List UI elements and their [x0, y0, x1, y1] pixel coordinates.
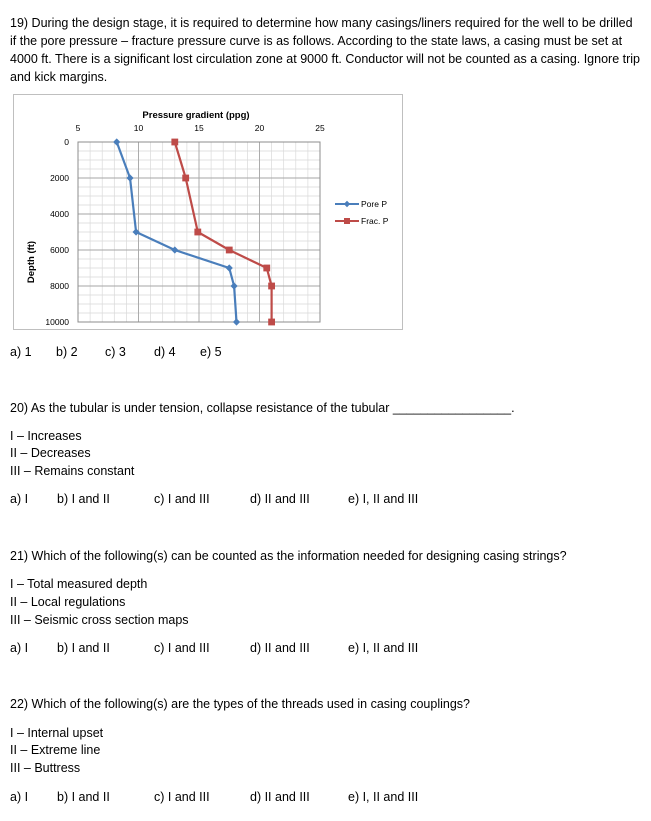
- data-point-frac-p: [268, 283, 275, 290]
- q20-question: [10, 401, 515, 416]
- chart-svg: [13, 94, 403, 330]
- q21-options: [10, 641, 630, 657]
- x-tick-label: 20: [254, 123, 265, 133]
- q22-options: [10, 790, 630, 806]
- y-tick-label: 6000: [50, 245, 69, 255]
- y-tick-label: 10000: [45, 317, 69, 327]
- legend-label: Frac. P: [361, 216, 389, 226]
- x-tick-label: 25: [315, 123, 325, 133]
- q19-option-b[interactable]: b) 2: [56, 345, 78, 359]
- q20-item-2: II – Decreases: [10, 446, 91, 460]
- q20-option-b[interactable]: b) I and II: [57, 492, 110, 506]
- q19-text-line-3: 4000 ft. There is a significant lost circulation zone at 9000 ft. Conductor will not be counted as a casing. Ignore trip: [10, 52, 640, 66]
- x-tick-label: 10: [133, 123, 144, 133]
- q20-option-d[interactable]: d) II and III: [250, 492, 310, 506]
- q22-option-d[interactable]: d) II and III: [250, 790, 310, 804]
- x-tick-label: 5: [75, 123, 81, 133]
- q20-item-3: III – Remains constant: [10, 464, 135, 478]
- q21-option-a[interactable]: a) I: [10, 641, 29, 655]
- q22-option-a[interactable]: a) I: [10, 790, 29, 804]
- q19-option-a[interactable]: a) 1: [10, 345, 32, 359]
- q22-option-e[interactable]: e) I, II and III: [348, 790, 419, 804]
- q21-item-3: III – Seismic cross section maps: [10, 613, 189, 627]
- q21-question: 21) Which of the following(s) can be counted as the information needed for designing casing strings?: [10, 549, 567, 563]
- chart-frame: [14, 95, 403, 330]
- q22-option-c[interactable]: c) I and III: [154, 790, 210, 804]
- q22-item-1: I – Internal upset: [10, 726, 104, 740]
- q21-item-2: II – Local regulations: [10, 595, 126, 609]
- legend-label: Pore P: [361, 199, 387, 209]
- q19-text-line-1: 19) During the design stage, it is required to determine how many casings/liners required for the well to be drilled: [10, 16, 633, 30]
- q20-options: [10, 492, 630, 508]
- data-point-frac-p: [182, 175, 189, 182]
- data-point-frac-p: [268, 319, 275, 326]
- q19-option-d[interactable]: d) 4: [154, 345, 176, 359]
- q19-text-line-2: if the pore pressure – fracture pressure curve is as follows. According to the state laws, a casing must be set at: [10, 34, 623, 48]
- y-tick-label: 0: [64, 137, 69, 147]
- q21-item-1: I – Total measured depth: [10, 577, 148, 591]
- legend-marker-square: [344, 218, 350, 224]
- x-tick-label: 15: [194, 123, 204, 133]
- q20-question-text: 20) As the tubular is under tension, collapse resistance of the tubular: [10, 401, 390, 415]
- data-point-frac-p: [226, 247, 233, 254]
- chart-title: Pressure gradient (ppg): [142, 110, 250, 121]
- data-point-frac-p: [263, 265, 270, 272]
- q20-item-1: I – Increases: [10, 429, 82, 443]
- q21-option-b[interactable]: b) I and II: [57, 641, 110, 655]
- q19-option-e[interactable]: e) 5: [200, 345, 222, 359]
- data-point-frac-p: [171, 139, 178, 146]
- q19-option-c[interactable]: c) 3: [105, 345, 126, 359]
- data-point-frac-p: [194, 229, 201, 236]
- q20-answer-blank: _________________.: [392, 401, 515, 415]
- q21-option-e[interactable]: e) I, II and III: [348, 641, 419, 655]
- q22-item-2: II – Extreme line: [10, 743, 101, 757]
- y-tick-label: 8000: [50, 281, 69, 291]
- y-axis-label: Depth (ft): [26, 240, 37, 284]
- y-tick-label: 4000: [50, 209, 69, 219]
- q19-text-line-4: and kick margins.: [10, 70, 108, 84]
- q22-item-3: III – Buttress: [10, 761, 81, 775]
- q20-option-a[interactable]: a) I: [10, 492, 29, 506]
- q22-question: 22) Which of the following(s) are the types of the threads used in casing couplings?: [10, 697, 470, 711]
- q22-option-b[interactable]: b) I and II: [57, 790, 110, 804]
- q19-options: [10, 345, 630, 361]
- q21-option-c[interactable]: c) I and III: [154, 641, 210, 655]
- q21-option-d[interactable]: d) II and III: [250, 641, 310, 655]
- pressure-depth-chart: [13, 94, 403, 330]
- q20-option-e[interactable]: e) I, II and III: [348, 492, 419, 506]
- y-tick-label: 2000: [50, 173, 69, 183]
- q20-option-c[interactable]: c) I and III: [154, 492, 210, 506]
